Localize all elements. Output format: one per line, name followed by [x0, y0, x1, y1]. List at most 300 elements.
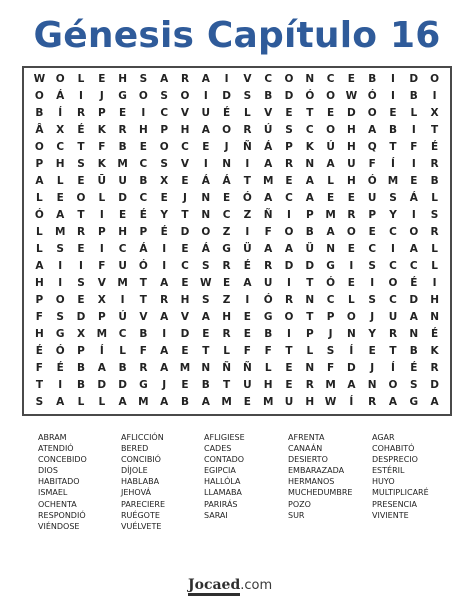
- grid-letter[interactable]: L: [77, 396, 85, 409]
- grid-letter[interactable]: I: [411, 158, 416, 171]
- grid-letter[interactable]: A: [160, 277, 169, 290]
- grid-letter[interactable]: G: [118, 90, 127, 103]
- grid-letter[interactable]: C: [389, 294, 397, 307]
- grid-letter[interactable]: A: [368, 124, 377, 137]
- grid-letter[interactable]: Y: [389, 209, 397, 222]
- grid-letter[interactable]: F: [98, 141, 106, 154]
- grid-letter[interactable]: F: [98, 260, 106, 273]
- grid-letter[interactable]: P: [35, 158, 44, 171]
- grid-letter[interactable]: E: [98, 73, 106, 86]
- grid-letter[interactable]: E: [285, 175, 293, 188]
- grid-letter[interactable]: P: [97, 311, 106, 324]
- grid-letter[interactable]: N: [305, 294, 315, 307]
- grid-letter[interactable]: L: [36, 226, 43, 239]
- grid-letter[interactable]: R: [305, 379, 314, 392]
- grid-letter[interactable]: M: [387, 175, 399, 188]
- grid-letter[interactable]: A: [347, 379, 356, 392]
- grid-letter[interactable]: H: [35, 277, 44, 290]
- grid-letter[interactable]: U: [118, 260, 127, 273]
- grid-letter[interactable]: O: [55, 294, 65, 307]
- grid-letter[interactable]: E: [243, 396, 251, 409]
- grid-letter[interactable]: D: [180, 328, 190, 341]
- grid-letter[interactable]: Z: [222, 294, 231, 307]
- grid-letter[interactable]: O: [346, 311, 356, 324]
- grid-letter[interactable]: X: [160, 175, 169, 188]
- grid-letter[interactable]: I: [432, 90, 437, 103]
- grid-letter[interactable]: I: [58, 260, 63, 273]
- grid-letter[interactable]: E: [181, 175, 189, 188]
- grid-letter[interactable]: B: [76, 362, 85, 375]
- grid-letter[interactable]: U: [347, 158, 356, 171]
- grid-letter[interactable]: K: [97, 124, 106, 137]
- grid-letter[interactable]: C: [285, 192, 293, 205]
- grid-letter[interactable]: S: [160, 90, 168, 103]
- grid-letter[interactable]: R: [264, 260, 273, 273]
- grid-letter[interactable]: R: [76, 107, 86, 120]
- grid-letter[interactable]: T: [243, 175, 251, 188]
- grid-letter[interactable]: B: [180, 396, 189, 409]
- grid-letter[interactable]: R: [347, 209, 356, 222]
- grid-letter[interactable]: E: [326, 192, 335, 205]
- grid-letter[interactable]: F: [326, 362, 335, 375]
- grid-letter[interactable]: E: [410, 175, 418, 188]
- grid-letter[interactable]: P: [326, 311, 335, 324]
- grid-letter[interactable]: D: [76, 311, 86, 324]
- grid-letter[interactable]: C: [222, 209, 231, 222]
- grid-letter[interactable]: M: [54, 226, 66, 239]
- grid-letter[interactable]: S: [202, 260, 210, 273]
- grid-letter[interactable]: J: [224, 141, 229, 154]
- grid-letter[interactable]: D: [118, 379, 127, 392]
- grid-letter[interactable]: O: [284, 73, 294, 86]
- grid-letter[interactable]: Q: [367, 141, 377, 154]
- grid-letter[interactable]: N: [201, 192, 211, 205]
- grid-letter[interactable]: E: [326, 107, 335, 120]
- grid-letter[interactable]: D: [180, 226, 190, 239]
- grid-letter[interactable]: I: [432, 277, 437, 290]
- grid-letter[interactable]: F: [368, 158, 376, 171]
- grid-letter[interactable]: L: [431, 243, 438, 256]
- grid-letter[interactable]: S: [368, 294, 376, 307]
- grid-letter[interactable]: J: [370, 311, 375, 324]
- grid-letter[interactable]: Ñ: [222, 362, 231, 375]
- grid-letter[interactable]: M: [262, 396, 274, 409]
- grid-letter[interactable]: T: [285, 345, 293, 358]
- grid-letter[interactable]: S: [77, 277, 85, 290]
- grid-letter[interactable]: É: [243, 260, 251, 273]
- grid-letter[interactable]: E: [139, 141, 147, 154]
- grid-letter[interactable]: L: [327, 175, 334, 188]
- grid-letter[interactable]: O: [55, 73, 65, 86]
- grid-letter[interactable]: Ñ: [242, 141, 252, 154]
- grid-letter[interactable]: U: [367, 192, 377, 205]
- grid-letter[interactable]: T: [306, 311, 314, 324]
- grid-letter[interactable]: A: [409, 311, 418, 324]
- grid-letter[interactable]: E: [347, 243, 355, 256]
- grid-letter[interactable]: O: [76, 192, 86, 205]
- grid-letter[interactable]: C: [326, 294, 335, 307]
- grid-letter[interactable]: I: [391, 90, 395, 103]
- grid-letter[interactable]: T: [181, 209, 189, 222]
- grid-letter[interactable]: A: [97, 362, 106, 375]
- grid-letter[interactable]: P: [368, 209, 377, 222]
- grid-letter[interactable]: S: [430, 209, 439, 222]
- grid-letter[interactable]: S: [368, 260, 376, 273]
- grid-letter[interactable]: R: [388, 328, 398, 341]
- grid-letter[interactable]: S: [77, 158, 85, 171]
- grid-letter[interactable]: Á: [264, 141, 273, 154]
- grid-letter[interactable]: É: [430, 328, 439, 341]
- grid-letter[interactable]: I: [370, 277, 375, 290]
- grid-letter[interactable]: F: [35, 362, 43, 375]
- grid-letter[interactable]: V: [180, 158, 190, 171]
- grid-letter[interactable]: G: [222, 243, 231, 256]
- grid-letter[interactable]: H: [180, 124, 190, 137]
- grid-letter[interactable]: C: [368, 243, 377, 256]
- grid-letter[interactable]: C: [389, 226, 397, 239]
- grid-letter[interactable]: V: [97, 277, 106, 290]
- grid-letter[interactable]: E: [181, 277, 189, 290]
- grid-letter[interactable]: G: [409, 396, 419, 409]
- grid-letter[interactable]: K: [305, 141, 314, 154]
- grid-letter[interactable]: E: [347, 73, 355, 86]
- grid-letter[interactable]: L: [119, 345, 126, 358]
- grid-letter[interactable]: A: [243, 277, 252, 290]
- grid-letter[interactable]: Ó: [55, 345, 65, 358]
- grid-letter[interactable]: T: [77, 209, 85, 222]
- grid-letter[interactable]: E: [243, 311, 251, 324]
- grid-letter[interactable]: Ñ: [263, 209, 273, 222]
- grid-letter[interactable]: É: [35, 345, 43, 358]
- grid-letter[interactable]: I: [411, 124, 416, 137]
- grid-letter[interactable]: O: [222, 124, 232, 137]
- grid-letter[interactable]: R: [430, 226, 439, 239]
- grid-letter[interactable]: E: [389, 107, 397, 120]
- grid-letter[interactable]: I: [287, 277, 291, 290]
- grid-letter[interactable]: D: [409, 73, 419, 86]
- grid-letter[interactable]: I: [287, 209, 291, 222]
- grid-letter[interactable]: E: [285, 379, 293, 392]
- grid-letter[interactable]: P: [97, 107, 106, 120]
- grid-letter[interactable]: Ó: [326, 277, 336, 290]
- grid-letter[interactable]: M: [179, 362, 191, 375]
- grid-letter[interactable]: U: [243, 379, 252, 392]
- grid-letter[interactable]: P: [35, 294, 44, 307]
- grid-letter[interactable]: A: [160, 73, 169, 86]
- grid-letter[interactable]: E: [285, 107, 293, 120]
- grid-letter[interactable]: I: [224, 73, 229, 86]
- grid-letter[interactable]: E: [243, 328, 251, 341]
- grid-letter[interactable]: G: [326, 260, 335, 273]
- grid-letter[interactable]: O: [180, 90, 190, 103]
- grid-letter[interactable]: A: [56, 209, 65, 222]
- grid-letter[interactable]: P: [305, 209, 314, 222]
- grid-letter[interactable]: S: [56, 311, 64, 324]
- grid-letter[interactable]: E: [347, 192, 355, 205]
- grid-letter[interactable]: E: [77, 175, 85, 188]
- grid-letter[interactable]: M: [117, 158, 128, 171]
- grid-letter[interactable]: S: [56, 243, 64, 256]
- grid-letter[interactable]: E: [77, 243, 85, 256]
- grid-letter[interactable]: É: [410, 362, 418, 375]
- grid-letter[interactable]: K: [97, 158, 106, 171]
- grid-letter[interactable]: E: [118, 107, 127, 120]
- grid-letter[interactable]: M: [96, 328, 108, 341]
- grid-letter[interactable]: A: [388, 396, 398, 409]
- grid-letter[interactable]: L: [98, 396, 106, 409]
- grid-letter[interactable]: A: [201, 311, 210, 324]
- grid-letter[interactable]: D: [284, 90, 294, 103]
- grid-letter[interactable]: P: [305, 328, 314, 341]
- grid-letter[interactable]: N: [201, 362, 211, 375]
- grid-letter[interactable]: Ó: [305, 90, 315, 103]
- grid-letter[interactable]: S: [410, 379, 418, 392]
- grid-letter[interactable]: T: [431, 124, 439, 137]
- grid-letter[interactable]: O: [388, 379, 398, 392]
- grid-letter[interactable]: P: [97, 226, 106, 239]
- grid-letter[interactable]: I: [245, 226, 250, 239]
- grid-letter[interactable]: R: [284, 294, 294, 307]
- grid-letter[interactable]: E: [285, 362, 293, 375]
- grid-letter[interactable]: Í: [58, 107, 63, 120]
- grid-letter[interactable]: E: [368, 345, 376, 358]
- grid-letter[interactable]: F: [139, 345, 147, 358]
- grid-letter[interactable]: O: [34, 90, 44, 103]
- grid-letter[interactable]: I: [58, 379, 63, 392]
- grid-letter[interactable]: A: [264, 158, 273, 171]
- grid-letter[interactable]: Í: [349, 396, 354, 409]
- grid-letter[interactable]: A: [160, 311, 169, 324]
- grid-letter[interactable]: A: [326, 158, 335, 171]
- grid-letter[interactable]: D: [284, 260, 294, 273]
- grid-letter[interactable]: T: [389, 141, 397, 154]
- grid-letter[interactable]: I: [245, 158, 250, 171]
- grid-letter[interactable]: P: [139, 226, 148, 239]
- grid-letter[interactable]: Ú: [118, 311, 127, 324]
- grid-letter[interactable]: A: [409, 243, 418, 256]
- grid-letter[interactable]: T: [223, 379, 231, 392]
- grid-letter[interactable]: X: [97, 294, 106, 307]
- grid-letter[interactable]: A: [56, 396, 65, 409]
- grid-letter[interactable]: R: [243, 124, 252, 137]
- grid-letter[interactable]: L: [431, 260, 438, 273]
- grid-letter[interactable]: Y: [368, 328, 376, 341]
- grid-letter[interactable]: H: [263, 379, 273, 392]
- grid-letter[interactable]: P: [77, 345, 85, 358]
- grid-letter[interactable]: T: [389, 345, 397, 358]
- grid-letter[interactable]: L: [36, 192, 43, 205]
- grid-letter[interactable]: Á: [56, 90, 65, 103]
- grid-letter[interactable]: C: [139, 192, 148, 205]
- grid-letter[interactable]: C: [118, 243, 127, 256]
- grid-letter[interactable]: L: [431, 192, 438, 205]
- grid-letter[interactable]: I: [99, 243, 104, 256]
- grid-letter[interactable]: T: [77, 141, 85, 154]
- grid-letter[interactable]: I: [79, 260, 83, 273]
- grid-letter[interactable]: X: [430, 107, 439, 120]
- grid-letter[interactable]: R: [180, 73, 190, 86]
- grid-letter[interactable]: A: [305, 192, 314, 205]
- grid-letter[interactable]: T: [139, 294, 147, 307]
- grid-letter[interactable]: X: [76, 328, 86, 341]
- grid-letter[interactable]: N: [326, 243, 335, 256]
- grid-letter[interactable]: U: [388, 311, 398, 324]
- grid-letter[interactable]: I: [245, 294, 250, 307]
- grid-letter[interactable]: V: [180, 311, 190, 324]
- grid-letter[interactable]: H: [305, 396, 315, 409]
- grid-letter[interactable]: T: [306, 277, 314, 290]
- grid-letter[interactable]: L: [410, 107, 418, 120]
- grid-letter[interactable]: E: [181, 243, 189, 256]
- grid-letter[interactable]: C: [326, 73, 335, 86]
- grid-letter[interactable]: C: [264, 73, 273, 86]
- grid-letter[interactable]: Á: [201, 243, 210, 256]
- grid-letter[interactable]: M: [262, 175, 274, 188]
- grid-letter[interactable]: B: [201, 379, 210, 392]
- grid-letter[interactable]: A: [118, 396, 127, 409]
- grid-letter[interactable]: P: [285, 141, 293, 154]
- grid-letter[interactable]: É: [56, 362, 64, 375]
- grid-letter[interactable]: E: [368, 226, 376, 239]
- grid-letter[interactable]: B: [118, 141, 127, 154]
- grid-letter[interactable]: B: [305, 226, 314, 239]
- grid-letter[interactable]: N: [305, 362, 315, 375]
- grid-letter[interactable]: Ó: [263, 294, 273, 307]
- grid-letter[interactable]: R: [430, 158, 439, 171]
- grid-letter[interactable]: A: [35, 260, 44, 273]
- grid-letter[interactable]: V: [180, 107, 190, 120]
- grid-letter[interactable]: C: [139, 158, 148, 171]
- grid-letter[interactable]: J: [183, 192, 187, 205]
- grid-letter[interactable]: T: [202, 345, 210, 358]
- grid-letter[interactable]: V: [243, 73, 252, 86]
- grid-letter[interactable]: A: [201, 124, 210, 137]
- grid-letter[interactable]: N: [367, 379, 377, 392]
- grid-letter[interactable]: D: [347, 362, 356, 375]
- grid-letter[interactable]: L: [306, 345, 314, 358]
- grid-letter[interactable]: R: [76, 226, 86, 239]
- grid-letter[interactable]: E: [77, 294, 85, 307]
- grid-letter[interactable]: I: [203, 90, 208, 103]
- grid-letter[interactable]: A: [430, 396, 439, 409]
- grid-letter[interactable]: E: [181, 379, 189, 392]
- grid-letter[interactable]: L: [56, 175, 64, 188]
- grid-letter[interactable]: I: [287, 328, 291, 341]
- grid-letter[interactable]: J: [162, 379, 167, 392]
- grid-letter[interactable]: O: [284, 226, 294, 239]
- grid-letter[interactable]: B: [264, 328, 273, 341]
- grid-letter[interactable]: G: [263, 311, 273, 324]
- grid-letter[interactable]: C: [305, 124, 314, 137]
- grid-letter[interactable]: H: [346, 141, 356, 154]
- grid-letter[interactable]: O: [34, 141, 44, 154]
- grid-letter[interactable]: A: [35, 175, 44, 188]
- grid-letter[interactable]: U: [118, 175, 127, 188]
- grid-letter[interactable]: E: [181, 345, 189, 358]
- grid-letter[interactable]: C: [389, 260, 397, 273]
- grid-letter[interactable]: A: [201, 73, 210, 86]
- grid-letter[interactable]: É: [222, 107, 231, 120]
- grid-letter[interactable]: Á: [222, 175, 231, 188]
- grid-letter[interactable]: Í: [391, 158, 395, 171]
- grid-letter[interactable]: N: [305, 73, 315, 86]
- grid-letter[interactable]: B: [368, 73, 377, 86]
- grid-letter[interactable]: E: [118, 209, 127, 222]
- grid-letter[interactable]: S: [326, 345, 335, 358]
- grid-letter[interactable]: N: [201, 209, 211, 222]
- grid-letter[interactable]: I: [162, 260, 167, 273]
- grid-letter[interactable]: L: [244, 107, 251, 120]
- grid-letter[interactable]: E: [202, 141, 210, 154]
- grid-letter[interactable]: A: [284, 243, 294, 256]
- grid-letter[interactable]: G: [139, 379, 148, 392]
- grid-letter[interactable]: S: [202, 294, 210, 307]
- grid-letter[interactable]: N: [222, 158, 231, 171]
- grid-letter[interactable]: C: [409, 260, 418, 273]
- grid-letter[interactable]: Í: [349, 345, 354, 358]
- grid-letter[interactable]: Z: [222, 226, 231, 239]
- grid-letter[interactable]: O: [367, 107, 377, 120]
- grid-letter[interactable]: L: [348, 294, 355, 307]
- grid-letter[interactable]: I: [58, 277, 63, 290]
- grid-letter[interactable]: A: [264, 192, 273, 205]
- grid-letter[interactable]: A: [305, 175, 314, 188]
- grid-letter[interactable]: E: [56, 192, 64, 205]
- grid-letter[interactable]: C: [160, 107, 169, 120]
- grid-letter[interactable]: M: [325, 379, 336, 392]
- grid-letter[interactable]: B: [388, 124, 397, 137]
- grid-letter[interactable]: Ó: [242, 192, 252, 205]
- grid-letter[interactable]: B: [139, 175, 148, 188]
- grid-letter[interactable]: Y: [160, 209, 168, 222]
- grid-letter[interactable]: S: [139, 73, 148, 86]
- grid-letter[interactable]: R: [118, 124, 127, 137]
- grid-letter[interactable]: B: [409, 90, 418, 103]
- grid-letter[interactable]: Ü: [243, 243, 252, 256]
- grid-letter[interactable]: J: [370, 362, 375, 375]
- grid-letter[interactable]: Â: [35, 124, 44, 137]
- grid-letter[interactable]: E: [202, 328, 210, 341]
- grid-letter[interactable]: L: [98, 192, 106, 205]
- grid-letter[interactable]: H: [346, 175, 356, 188]
- grid-letter[interactable]: H: [118, 73, 127, 86]
- grid-letter[interactable]: I: [162, 243, 167, 256]
- grid-letter[interactable]: V: [264, 107, 273, 120]
- grid-letter[interactable]: Á: [139, 243, 148, 256]
- grid-letter[interactable]: O: [138, 90, 148, 103]
- grid-letter[interactable]: Ó: [367, 175, 377, 188]
- grid-letter[interactable]: E: [222, 277, 231, 290]
- grid-letter[interactable]: I: [349, 260, 354, 273]
- grid-letter[interactable]: S: [160, 158, 168, 171]
- grid-letter[interactable]: B: [430, 175, 439, 188]
- grid-letter[interactable]: N: [346, 328, 356, 341]
- grid-letter[interactable]: K: [430, 345, 439, 358]
- grid-letter[interactable]: R: [139, 362, 148, 375]
- grid-letter[interactable]: H: [430, 294, 439, 307]
- grid-letter[interactable]: N: [409, 328, 419, 341]
- grid-letter[interactable]: É: [430, 141, 439, 154]
- grid-letter[interactable]: S: [243, 90, 252, 103]
- grid-letter[interactable]: Í: [99, 345, 104, 358]
- grid-letter[interactable]: M: [138, 396, 149, 409]
- grid-letter[interactable]: É: [139, 209, 147, 222]
- grid-letter[interactable]: I: [203, 158, 208, 171]
- grid-letter[interactable]: H: [180, 294, 190, 307]
- grid-letter[interactable]: U: [263, 277, 273, 290]
- grid-letter[interactable]: B: [409, 345, 418, 358]
- grid-letter[interactable]: R: [160, 294, 169, 307]
